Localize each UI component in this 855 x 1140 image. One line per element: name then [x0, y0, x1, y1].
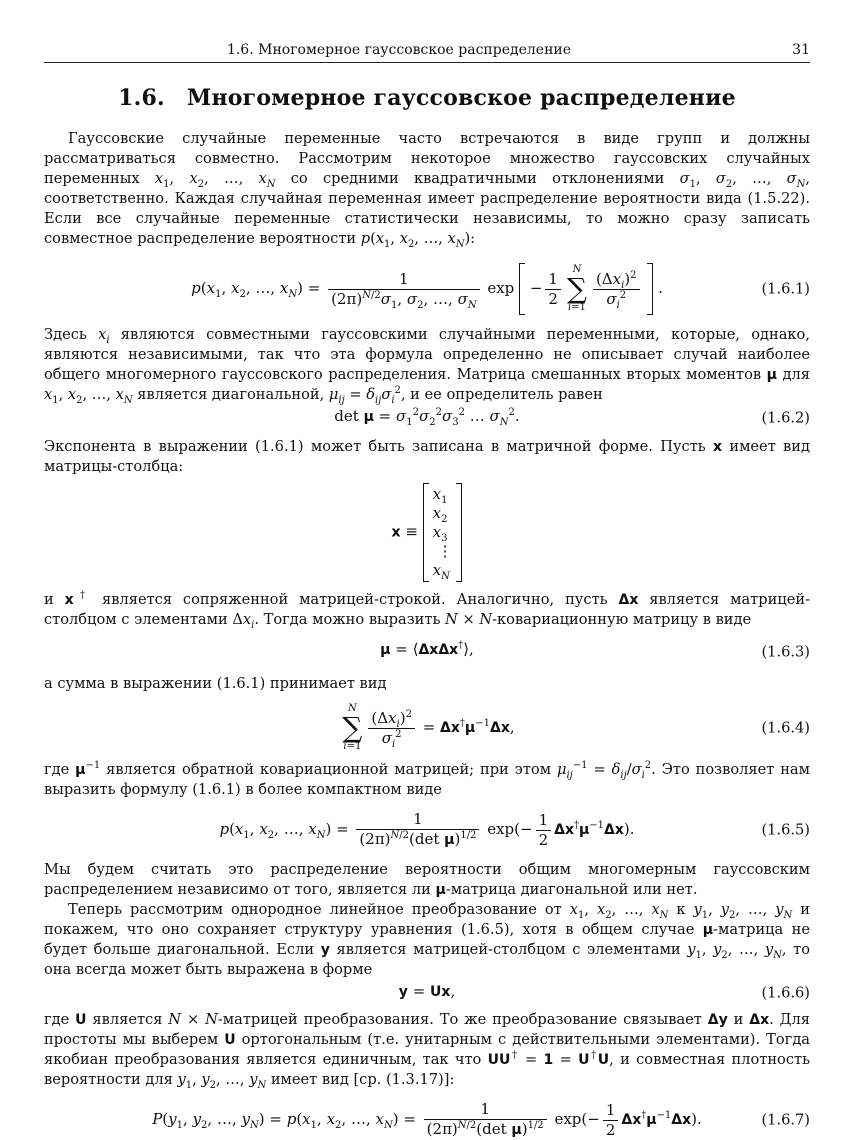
paragraph: где $\mu^{-1}$ является обратной ковариационной матрицей; при этом $\mu_{ij}^{-1} = \delta_{ij}/\sigma_i^2$. Это позволяет нам выразить формулу (1.6.1) в более компактном виде — [44, 760, 810, 798]
paragraph: Экспонента в выражении (1.6.1) может быть записана в матричной форме. Пусть x имеет вид матрицы-столбца: — [44, 438, 810, 475]
equation-number: (1.6.7) — [761, 1111, 810, 1129]
section-title: Многомерное гауссовское распределение — [186, 85, 736, 111]
section-number: 1.6. — [118, 85, 165, 111]
equation-1-6-5: $p(x_1$, $x_2$, …, $x_N$) = $\frac{1}{(2\pi)^{N/2}(\det \mu)^{1/2}}$ exp(− $\frac{1}{2}$ $\Delta x^\dagger\mu^{-1}\Delta x$). (1.6.5) — [219, 810, 810, 849]
equation-number: (1.6.6) — [761, 984, 810, 1002]
running-header — [44, 40, 810, 63]
equation-number: (1.6.1) — [761, 280, 810, 298]
equation-number: (1.6.4) — [761, 719, 810, 737]
equation-number: (1.6.2) — [761, 409, 810, 427]
equation-number: (1.6.5) — [761, 821, 810, 839]
paragraph: а сумма в выражении (1.6.1) принимает вид — [44, 675, 387, 692]
equation-1-6-6: y = Ux, (1.6.6) — [398, 982, 810, 1002]
paragraph: где U является N × N-матрицей преобразования. То же преобразование связывает Δy и Δx. Для простоты мы выберем U ортогональным (т.е. унитарным с действительными элементами). Тогда якобиан преобразования является единичным, так что UU† = 1 = U†U, и совместная плотность вероятности для $y_1$, $y_2$, …, $y_N$ имеет вид [ср. (1.3.17)]: — [44, 1011, 811, 1091]
paragraph: и x† является сопряженной матрицей-строкой. Аналогично, пусть Δx является матрицей-столбцом с элементами $\Delta x_i$. Тогда можно выразить N × N-ковариационную матрицу в виде — [44, 590, 810, 631]
paragraph: Мы будем считать это распределение вероятности общим многомерным гауссовским распределением независимо от того, является ли μ-матрица диагональной или нет. — [44, 861, 810, 898]
equation-1-6-2: $\det \mu = \sigma_1^2\sigma_2^2\sigma_3^2$ … $\sigma_N^2$. (1.6.2) — [334, 407, 810, 428]
equation-1-6-3: μ = ⟨ΔxΔx†⟩, (1.6.3) — [380, 640, 810, 661]
equation-1-6-1: $p(x_1$, $x_2$, …, $x_N$) = $\frac{1}{(2\pi)^{N/2}\sigma_1, \sigma_2, \dots, \sigma_N}$ exp − $\frac{1}{2}$ N ∑ i=1 $\frac{(\Delta x_i)^2}{\sigma_i^2}$ . (1.6.1) — [191, 264, 810, 313]
paragraph: Здесь $x_i$ являются совместными гауссовскими случайными переменными, которые, однако, являются независимыми, так что эта формула определенно не описывает случай наиболее общего многомерного гауссовского распределения. Матрица смешанных вторых моментов μ для $x_1$, $x_2$, …, $x_N$ является диагональной, $\mu_{ij} = \delta_{ij}\sigma_i^2$, и ее определитель равен — [44, 326, 810, 406]
equation-1-6-4: N ∑ i=1 $\frac{(\Delta x_i)^2}{\sigma_i^2}$ = $\Delta x^\dagger\mu^{-1}\Delta x$, (1.6.4) — [342, 703, 810, 752]
equation-number: (1.6.3) — [761, 643, 810, 661]
equation-1-6-7: $P(y_1$, $y_2$, …, $y_N) = p(x_1$, $x_2$, …, $x_N$) = $\frac{1}{(2\pi)^{N/2}(\det \mu)^{1/2}}$ exp(− $\frac{1}{2}$ $\Delta x^\dagger\mu^{-1}\Delta x$). (1.6.7) — [152, 1100, 810, 1139]
page-number: 31 — [792, 42, 810, 58]
paragraph: Гауссовские случайные переменные часто встречаются в виде групп и должны рассматриваться совместно. Рассмотрим некоторое множество гауссовских случайных переменных $x_1$, $x_2$, …, $x_N$ со средними квадратичными отклонениями $\sigma_1$, $\sigma_2$, …, $\sigma_N$, соответственно. Каждая случайная переменная имеет распределение вероятности вида (1.5.22). Если все случайные переменные статистически независимы, то можно сразу записать совместное распределение вероятности $p(x_1$, $x_2$, …, $x_N$): — [44, 130, 810, 250]
page — [44, 40, 810, 1140]
paragraph: Теперь рассмотрим однородное линейное преобразование от $x_1$, $x_2$, …, $x_N$ к $y_1$, $y_2$, …, $y_N$ и покажем, что оно сохраняет структуру уравнения (1.6.5), хотя в общем случае μ-матрица не будет больше диагональной. Если y является матрицей-столбцом с элементами $y_1$, $y_2$, …, $y_N$, то она всегда может быть выражена в форме — [44, 901, 811, 978]
running-title: 1.6. Многомерное гауссовское распределение — [226, 42, 572, 58]
column-vector-x: x ≡ $x_1$ $x_2$ $x_3$ ⋮ $x_N$ — [44, 483, 810, 582]
section-heading — [44, 85, 810, 111]
